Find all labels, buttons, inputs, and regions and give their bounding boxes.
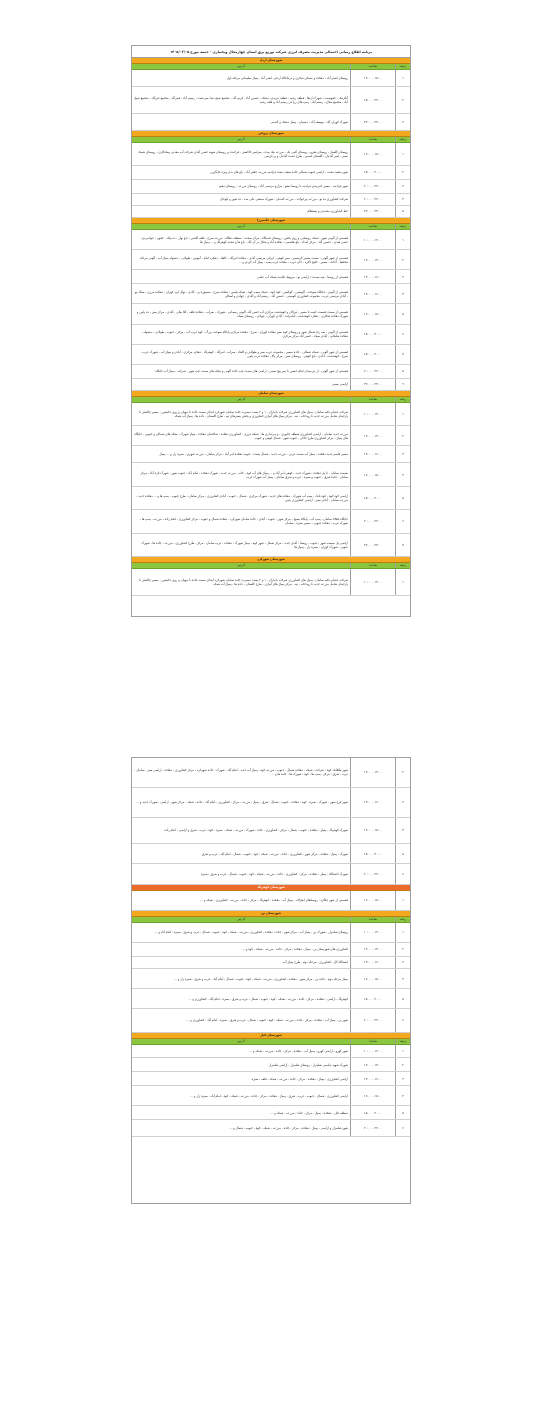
row-time: ۱۶:۰۰ - ۱۸:۰۰ (350, 1086, 395, 1105)
row-address: قسمتی از شهر آلونی ، از دو میدان امام حسین تا سر پیچ سینی ، اراضی های سمت چپ جاده آلونی و محله های سمت چپ شهر ، شرکت ، پمپاژ آب جایگاه (155, 369, 348, 374)
row-number: ۳ (395, 957, 410, 968)
section-header: شهرستان کیار (132, 1033, 410, 1039)
table-row (132, 270, 410, 284)
column-header-address: آدرس (237, 136, 245, 141)
row-number: ۲ (395, 943, 410, 956)
row-address: شهر سفید دشت ، اراضی جنوب شمالی جاده سفید دشت فرادنبه مزرعه جعفر آباد ، باغ های بدی ویژه جایگزین (210, 170, 348, 175)
table-row (132, 487, 410, 510)
table-row (132, 143, 410, 166)
row-address: منطقه کیار ، دهکده ، پمپاژ ، مرکز ، جاده ، مزرعه ، شبکه و ... (270, 1110, 348, 1115)
row-time: ۱۸:۰۰ - ۲۰:۰۰ (350, 487, 395, 509)
row-time: ۱۶:۰۰ - ۱۸:۰۰ (350, 70, 395, 86)
row-number: ۱ (395, 1045, 410, 1058)
row-number: ۶ (395, 325, 410, 344)
table-row (132, 1072, 410, 1086)
row-number: ۲ (395, 166, 410, 179)
row-time: ۱۴:۰۰ - ۱۶:۰۰ (350, 1072, 395, 1085)
row-number: ۱ (395, 569, 410, 595)
column-header-address: آدرس (237, 916, 245, 921)
row-time: ۲۰:۰۰ - ۲۲:۰۰ (350, 180, 395, 193)
table-row (132, 284, 410, 304)
row-address: قسمتی از روستا ، سه سمت / اراضی نو ، مربوط علامت شبکه آب علمی (257, 274, 348, 279)
row-time: ۱۰:۰۰ - ۱۲:۰۰ (350, 403, 395, 425)
row-number: ۵ (395, 1106, 410, 1119)
row-address: اراضی کوه کوه ، کوه بانک ، پمپ آب شهرک ، دهکده های جدید ، شهرک مرکزی ، شمال ، جنوب ، آبادی کشاورزی ، مرکز سامان ، طرح جنوب ، پمپ ها و ... دهکده جدید ، مزرعه سامان ، آبادی سبز ، اراضی کشاورزی پایین (136, 494, 348, 503)
row-time: ۲۲:۰۰ - ۲۴:۰۰ (350, 114, 395, 130)
column-header-time: ساعت (350, 64, 395, 69)
column-header-time: ساعت (350, 917, 395, 922)
row-address: شهر بن ، پمپاژ آب ، دهکده ، مرکز ، جاده ، مزرعه ، شبکه ، کوه ، جنوب ، شمال ، غرب و شرق ، سبزه ، امام آباد ، کشاورزی و ... (186, 1018, 348, 1023)
row-time: ۱۲:۰۰ - ۱۴:۰۰ (350, 250, 395, 269)
row-time: ۲۰:۰۰ - ۲۲:۰۰ (350, 365, 395, 378)
table-row (132, 788, 410, 818)
table-row (132, 87, 410, 114)
row-address: روستای گلسار ، روستای مفرو ، روستای گنبی بک ، مزرعه نیک بیده ، سراسر خاکستر ، فرخنده پر روستای شهید حسن آبادی شرکت آب معدنی پیمانکاری ، روستای شمک نصیر ، امیر آبادیان ، گلستان اسمی ، طرح دشت آبادیان و پر فریمی (138, 149, 348, 158)
row-time: ۲۲:۰۰ - ۲۴:۰۰ (350, 534, 395, 556)
table-row (132, 194, 410, 206)
table-row (132, 844, 410, 864)
row-number: ۱ (395, 230, 410, 249)
column-header-time: ساعت (350, 563, 395, 568)
row-number: ۱ (395, 891, 410, 910)
table-row (132, 534, 410, 557)
row-time: ۱۸:۰۰ - ۲۰:۰۰ (350, 325, 395, 344)
row-address: قسمتی از سمت قسمت خیمه تا مسیر ، تیرگان و کوهدشت مرکزی آب حسن آباد، آلونی رمضانی ، شهرک ، سرآب ، دهکده قلعه ، آقا بیگی ، آبادی ، مرکز سبز ، ده پایین و شهرک دهکده شکاری ، دهکرد کوهدشت ، امامزاده ، آبادی کهران ، جهادی ، روستای سیاه (136, 309, 348, 318)
row-address: بسمت سامان ، تا پل دهکده ، شهرک جدید ، کوهی امر آباد و ... پمپاژ های آب کوه ، خانه ، مزرعه جدید ، شهرک دهکده ، امام آباد ، جنوب شهر ، شهرک تازه آباد ، مرکز سامان ، جاده شرق ، جنوب و سبزه ، غرب و شرق سامان ، پمپاژ آب شهرک غرب (140, 470, 348, 479)
column-header-time: ساعت (350, 1039, 395, 1044)
row-number: ۵ (395, 487, 410, 509)
row-address: ایستگاه گاز ، کشاورزی ، مرحله دوم ، طرح پمپاژ آب (282, 960, 348, 965)
section-header: شهرستان کوهرنگ (132, 885, 410, 891)
row-number: ۵ (395, 206, 410, 217)
table-row (132, 957, 410, 969)
table-row (132, 891, 410, 911)
table-row (132, 989, 410, 1009)
row-number: ۲ (395, 1058, 410, 1071)
row-number: ۴ (395, 463, 410, 485)
row-address: قسمتی از آلونی ، جایگاه سوخت ، آلوستی ، گوکیش ، کوه کوه ، شبکه سیب کوه ، شبکه پلیس ، دهکده سرخ ، مستوره پر ، آبادی ، نهال ایزد کهران ، دهکده مرزی ، سنگ پو ، آبادی مرتضی غرب ، مجموعه کشاورزی الوستی ، حسین آباد ، رستم آباد و آبادی ، جهادی و اسکان (134, 289, 348, 298)
column-header-address: آدرس (237, 1038, 245, 1043)
row-address: جایگاه CNG سامان ، پمپ آب ، پایگاه بسیج ، مرکز شهر ، جنوب ، آبادی ، جاده سامان شهرکرد ، دهکده شمال و جنوب ، مرکز کشاورزی ، امام زاده ، مزرعه ، پمپ ها ، شهرک غرب ، دهکده جنوبی ، مسیر سبزه ، سامان (139, 517, 348, 526)
column-header-number: ردیف (395, 1039, 410, 1044)
section-header: شهرستان سامان (132, 391, 410, 397)
row-address: شهرک کهران آباد ، یوسف آباد ، دیسیان ، پمپاژ دشتک و گندمی (270, 119, 348, 124)
table-row (132, 1045, 410, 1059)
section-header: شهرستان شهرکرد (132, 557, 410, 563)
row-time: ۱۴:۰۰ - ۱۶:۰۰ (350, 788, 395, 817)
row-address: مزرعه جدید سامان ، اراضی کشاورزی منطقه جانوری ، و مرغداری ها ، شبکه مرزی ، کشاورزی دهکده ، ساختمان دهکده ، پمپاژ شهرک ، محله های شمالی و جنوبی ، جایگاه های پمپاژ ، مرکز کشاورزی طرح خاکی ، جنوب شهر ، شمال کوهی و جنوب (134, 431, 348, 440)
row-time: ۱۸:۰۰ - ۲۰:۰۰ (350, 1106, 395, 1119)
page2-body (132, 758, 410, 1137)
row-time: ۱۶:۰۰ - ۱۸:۰۰ (350, 304, 395, 323)
row-number: ۶ (395, 864, 410, 883)
row-number: ۲ (395, 87, 410, 113)
document-page-2 (131, 757, 411, 1204)
row-time: ۱۲:۰۰ - ۱۴:۰۰ (350, 943, 395, 956)
column-header-number: ردیف (395, 917, 410, 922)
row-time: ۲۲:۰۰ - ۲۴:۰۰ (350, 206, 395, 217)
row-time: ۱۸:۰۰ - ۲۰:۰۰ (350, 844, 395, 863)
table-row (132, 426, 410, 446)
row-address: شهرک شهید عباسی شلمزار ، روستای شلمزار ، اراضی شلمزار (268, 1062, 348, 1067)
row-time: ۱۰:۰۰ - ۱۲:۰۰ (350, 923, 395, 942)
table-row (132, 1120, 410, 1137)
column-header-number: ردیف (395, 397, 410, 402)
section-header: شهرستان بن (132, 911, 410, 917)
table-row (132, 304, 410, 324)
row-number: ۲ (395, 758, 410, 787)
row-address: اراضی کشاورزی ، پمپاژ ، دهکده ، مرکز ، جاده ، مزرعه ، شبکه ، قلعه ، سبزه (251, 1076, 348, 1081)
column-header-time: ساعت (350, 224, 395, 229)
column-header-address: آدرس (237, 396, 245, 401)
row-address: مسیر قاسم جدید دهکده ، پمپاژ آب سمت غربی ، مزرعه جدید ، شمال پست ، جنوب دهکده امر آباد ، مرکز سامان ، مزرعه شهری ، سبزه زار و ... پمپاژ (159, 452, 348, 457)
row-time: ۱۴:۰۰ - ۱۶:۰۰ (350, 270, 395, 283)
table-row (132, 1058, 410, 1072)
document-title: برنامه اطلاع رسانی احتمالی مدیریت مصرف انرژی شرکت توزیع برق استان چهارمحال وبختیاری - جمعه مورخ ۱۴۰۵/۰۳/۰۵ (132, 46, 410, 58)
row-time: ۲۰:۰۰ - ۲۲:۰۰ (350, 194, 395, 205)
page1-body (132, 58, 410, 596)
row-number: ۴ (395, 1086, 410, 1105)
row-number: ۳ (395, 446, 410, 462)
row-time: ۱۴:۰۰ - ۱۶:۰۰ (350, 284, 395, 303)
row-time: ۱۲:۰۰ - ۱۴:۰۰ (350, 1058, 395, 1071)
column-header-number: ردیف (395, 563, 410, 568)
row-address: شهر طاقانک کوه ، شرکت ، شبکه ، دهکده شمال ، جنوب ، مزرعه کوه ، پمپاژ آب جدید ، امام آباد ، شهرک ، جاده شهرکرد ، مرکز کشاورزی ، دهکده ، اراضی سبز ، سامان ، غرب ، شرق ، مرکز ، پمپ ها ، کوه ، شهرک ها ، جاده ها و ... (134, 768, 348, 777)
table-row (132, 510, 410, 533)
section-header: شهرستان بروجن (132, 131, 410, 137)
table-row (132, 403, 410, 426)
column-header-number: ردیف (395, 224, 410, 229)
table-row (132, 180, 410, 194)
row-time: ۱۶:۰۰ - ۱۸:۰۰ (350, 143, 395, 165)
row-address: کوهرنگ ، اراضی ، دهکده ، مرکز ، جاده ، مزرعه ، شبکه ، کوه ، جنوب ، شمال ، غرب و شرق ، سبزه ، امام آباد ، کشاورزی و ... (188, 996, 348, 1001)
row-address: شهرک ، پمپاژ ، دهکده ، مرکز شهر ، کشاورزی ، جاده ، مزرعه ، شبکه ، کوه ، جنوب ، شمال ، امام آباد ، غرب و شرق (201, 851, 348, 856)
row-address: قسمتی از شهر آلونی ، شبکه شمالی ، جاده مسیر ، مجموعه غرب سبز و طولانی و کاهاد ، سرآب ، امرآباد ، کوهرنگ ، دهکرد مرکزی ، آبادی و پمپاژ آب ، شهرک غرب ، سرخ ، کوهدشت ، آبادی ، باغ کوهی ، روستای سبز ، مرکز بالا ، دهکده غرب پایین (140, 350, 348, 359)
row-number: ۳ (395, 1072, 410, 1085)
table-row (132, 345, 410, 365)
row-number: ۷ (395, 534, 410, 556)
row-address: شرکت عشایر تکیه سامان ، پمپاژ های کشاورزی شرکت داماران ، ۱ و ۲ پست دیسرت جاده سامان شهرکرد ابتدای سمت جاده تا دیهیان و روی جانشین ، مسیر چالشتر تا پارچمان شامل مزرعه جدید تا رودخانه ، تبه ، مرکز پمپاژ های آبیاری کشاورزی و بخش بسترهای تپه ، طرح گلستان ، داده ها ، پمپاژ آب شبکه (139, 410, 348, 419)
table-row (132, 758, 410, 788)
table-row (132, 379, 410, 391)
row-number: ۹ (395, 379, 410, 390)
row-number: ۲ (395, 250, 410, 269)
row-address: قسمتی از شهر آلونی ، سمت مسیر گرمسیر ، سبز کوهی ، ایرانی مرتضی آبادی ، دهکده امرآباد ، کاهاد ، دهکرد امام ، آبنوس ، طولانی ، دبشوله پمپاژ آب ، آلونی مرحله مختلط ، آجاده - مسیر ، خلیج لاکرد ، خان غرب ، دهکده غرب پمپ ، پمپاژ آب گردی و ... (139, 255, 348, 264)
row-number: ۵ (395, 989, 410, 1008)
row-number: ۴ (395, 284, 410, 303)
column-header-time: ساعت (350, 137, 395, 142)
table-row (132, 1086, 410, 1106)
document-page-1 (131, 45, 411, 617)
row-time: ۲۰:۰۰ - ۲۲:۰۰ (350, 1009, 395, 1031)
row-time: ۱۴:۰۰ - ۱۶:۰۰ (350, 446, 395, 462)
table-row (132, 923, 410, 943)
table-row (132, 446, 410, 463)
row-time: ۱۲:۰۰ - ۱۴:۰۰ (350, 426, 395, 445)
section-header: شهرستان اردل (132, 58, 410, 64)
table-row (132, 1009, 410, 1032)
row-address: روستای شلمزار ، شهرک بن ، پمپاژ آب ، مرکز شهر ، جاده ، دهکده ، کشاورزی ، مزرعه ، شبکه ، کوه ، جنوب ، شمال ، غرب و شرق ، سبزه ، امام آباد و ... (154, 930, 348, 935)
row-time: ۲۰:۰۰ - ۲۲:۰۰ (350, 510, 395, 532)
row-address: شهر شلمزار و اراضی ، پمپاژ ، دهکده ، مرکز ، جاده ، مزرعه ، شبکه ، کوه ، جنوب ، شمال و ... (229, 1126, 348, 1131)
row-address: پمپاژ مرحله دوم ، جاده بن ، مرکز شهر ، دهکده ، کشاورزی ، مزرعه ، شبکه ، کوه ، جنوب ، شمال ، امام آباد ، غرب و شرق ، سبزه زار و ... (174, 976, 348, 981)
table-row (132, 325, 410, 345)
row-number: ۱ (395, 143, 410, 165)
row-address: کشاورزی های شهرستان بن ، پمپاژ ، دهکده ، مرکز ، جاده ، مزرعه ، شبکه ، کوه و ... (242, 947, 348, 952)
row-address: روستای اشتر آباد ، دهکده و مسکن شکری و درمانگاه اردلی، اشتر آباد ، پمپاژ سلیمانی مرحله اول (226, 76, 348, 80)
row-number: ۱ (395, 70, 410, 86)
table-row (132, 864, 410, 884)
row-address: قسمتی از شهر چلگرد ، روستاهای اطراف ، پمپاژ آب ، دهکده ، کوهرنگ ، مرکز ، جاده ، مزرعه ، کشاورزی ، شبکه و ... (200, 898, 348, 903)
row-number: ۴ (395, 818, 410, 844)
row-time: ۱۴:۰۰ - ۱۶:۰۰ (350, 957, 395, 968)
column-header-time: ساعت (350, 397, 395, 402)
row-number: ۶ (395, 1009, 410, 1031)
table-row (132, 230, 410, 250)
row-number: ۳ (395, 180, 410, 193)
table-row (132, 943, 410, 957)
column-header-address: آدرس (237, 223, 245, 228)
row-address: خط کشاورزی محمدی و پستقلام (307, 209, 348, 214)
table-row (132, 1106, 410, 1120)
table-row (132, 969, 410, 989)
row-time: ۱۶:۰۰ - ۱۸:۰۰ (350, 818, 395, 844)
row-number: ۱ (395, 403, 410, 425)
row-number: ۷ (395, 345, 410, 364)
column-header-number: ردیف (395, 64, 410, 69)
row-address: شرکت کشاورزی ده نو ، مزرعه پیرخواجه ، مزرعه گندمان ، شهرک صنعتی علی مدد ، ده شور و بلوجان (219, 197, 348, 202)
row-number: ۲ (395, 426, 410, 445)
row-number: ۳ (395, 114, 410, 130)
row-time: ۱۶:۰۰ - ۱۸:۰۰ (350, 891, 395, 910)
row-number: ۶ (395, 1120, 410, 1136)
row-time: ۱۸:۰۰ - ۲۲:۰۰ (350, 87, 395, 113)
row-address: قسمتی از آلونی شهر ، شبکه روستایی و روی بخش ، روستای قدمگاه ، مرکز صحت ، منطقه دهگاه ، مزرعه سرخ ، قلعه گلشن ، داغ بهار ، ده بیلاد ، جفون ، جوانمردی ، حسن هندی ، حسین آباد ، مرکز امداد ، باغ هاشمی ، دهکده آباد و شکار در آن آباد ، باغ ها و دشت کوهرنگ و ... پمپاژ ها (139, 235, 348, 244)
row-number: ۶ (395, 510, 410, 532)
table-row (132, 463, 410, 486)
row-time: ۲۲:۰۰ - ۲۴:۰۰ (350, 379, 395, 390)
row-address: شرکت عشایر تکیه سامان ، پمپاژ های کشاورزی شرکت داماران ، ۱ و ۲ پست دیسرت جاده سامان شهرکرد ابتدای سمت جاده تا دیهیان و روی جانشین ، مسیر چالشتر تا پارچمان شامل مزرعه جدید تا رودخانه ، تپه ، مرکز پمپاژ های آبیاری ، طرح گلستان ، داده ها ، پمپاژ آب شبکه (139, 577, 348, 586)
table-row (132, 818, 410, 845)
row-time: ۱۰:۰۰ - ۱۲:۰۰ (350, 230, 395, 249)
table-row (132, 206, 410, 218)
section-header: شهرستان خانمیرزا (132, 218, 410, 224)
column-header-address: آدرس (237, 64, 245, 68)
row-time: ۱۲:۰۰ - ۱۴:۰۰ (350, 758, 395, 787)
table-row (132, 70, 410, 87)
row-number: ۱ (395, 923, 410, 942)
row-time: ۱۸:۰۰ - ۲۰:۰۰ (350, 345, 395, 364)
row-number: ۵ (395, 844, 410, 863)
row-address: شهر فرادنبه ، مسیر کمربندی فرادنبه تا روستا دهنو ، مزارع مرتضی آباد ، روستای مزرعه ، روستای دهنو (219, 184, 348, 189)
row-time: ۱۰:۰۰ - ۱۲:۰۰ (350, 569, 395, 595)
row-time: ۱۸:۰۰ - ۲۰:۰۰ (350, 166, 395, 179)
row-address: شهرک کوهرنگ ، پمپاژ ، دهکده ، جنوب ، شمال ، مرکز ، کشاورزی ، جاده ، شهرک ، مزرعه ، شبکه ، سبزه ، کوه ، غرب ، شرق و اراضی ، امام زاده (164, 828, 348, 833)
row-address: شهر فرخ شهر ، شهرک ، سبزه ، کوه ، دهکده ، جنوب ، شمال ، شرق ، پمپاژ ، مزرعه ، مرکز ، کشاورزی ، امام آباد ، جاده ، شبکه ، مرکز شهر ، اراضی ، شهرک جدید و ... (136, 800, 348, 805)
row-number: ۵ (395, 304, 410, 323)
row-address: اراضی پل سیمت شهر ، جنوب ، روستا ، آبادی جدید ، مرکز شمال ، شهر کوه ، پمپاژ شهرک ، دهکده ، غرب سامان ، مرکز ، طرح کشاورزی ، مزرعه ، جاده ها ، شهرک جنوبی ، شهرک کهران ، سبزه زار ، پمپاژ ها (141, 540, 348, 549)
row-time: ۲۰:۰۰ - ۲۲:۰۰ (350, 1120, 395, 1136)
table-row (132, 569, 410, 596)
row-time: ۱۶:۰۰ - ۱۸:۰۰ (350, 969, 395, 988)
row-time: ۲۰:۰۰ - ۲۲:۰۰ (350, 864, 395, 883)
column-header-number: ردیف (395, 137, 410, 142)
table-row (132, 166, 410, 180)
table-row (132, 114, 410, 131)
row-address: اراضی کشاورزی ، شمال ، جنوب ، غرب ، شرق ، پمپاژ ، دهکده ، مرکز ، جاده ، مزرعه ، شبکه ، کوه ، امام آباد ، سبزه زار و ... (190, 1093, 348, 1098)
row-number: ۸ (395, 365, 410, 378)
row-time: ۱۸:۰۰ - ۲۰:۰۰ (350, 989, 395, 1008)
row-number: ۴ (395, 969, 410, 988)
row-time: ۱۶:۰۰ - ۱۸:۰۰ (350, 463, 395, 485)
table-row (132, 365, 410, 379)
row-number: ۳ (395, 270, 410, 283)
row-address: شهرک دانشگاه ، پمپاژ ، دهکده ، مرکز ، کشاورزی ، جاده ، مزرعه ، شبکه ، کوه ، جنوب ، شمال ، غرب و شرق ، سبزه (200, 871, 348, 876)
row-address: اراضی سینی (332, 382, 348, 387)
row-address: آبگرمک ، جفوصیت ، شهرک ارتقا ، قطعه رشید ، قطعه مزیدی، دشتک ، حسین آباد ، کریم آباد ، مجتمع شیخ دنیا، سردشت ، رستم آباد ، قنبرآباد ، مجتمع خیرآباد ، مجتمع شیخ آباد ، مجتمع صلاح ، رستم آباد ، پمپ های زراعی رستم آباد و قلعه رشید (134, 95, 348, 104)
row-number: ۴ (395, 194, 410, 205)
row-address: شهر گهرو ، اراضی گهرو ، پمپاژ آب ، دهکده ، مرکز ، جاده ، مزرعه ، شبکه و ... (249, 1049, 348, 1054)
row-address: قسمتی از آلونی ، سه راه شمال شهر و روستای کوه سبز دهکده کهران ، سرخ ، دهکده مرکزی پایگاه سوخت بزرگ ، کوه غرب آب - مرکز ، جنوب ، طولانی ، دبشوله ، دهکده شاهانی ، آبادی سیاه ، حسن آباد مرکز مرکزی (141, 330, 348, 339)
table-row (132, 250, 410, 270)
column-header-address: آدرس (237, 563, 245, 567)
row-number: ۳ (395, 788, 410, 817)
row-time: ۱۰:۰۰ - ۱۲:۰۰ (350, 1045, 395, 1058)
